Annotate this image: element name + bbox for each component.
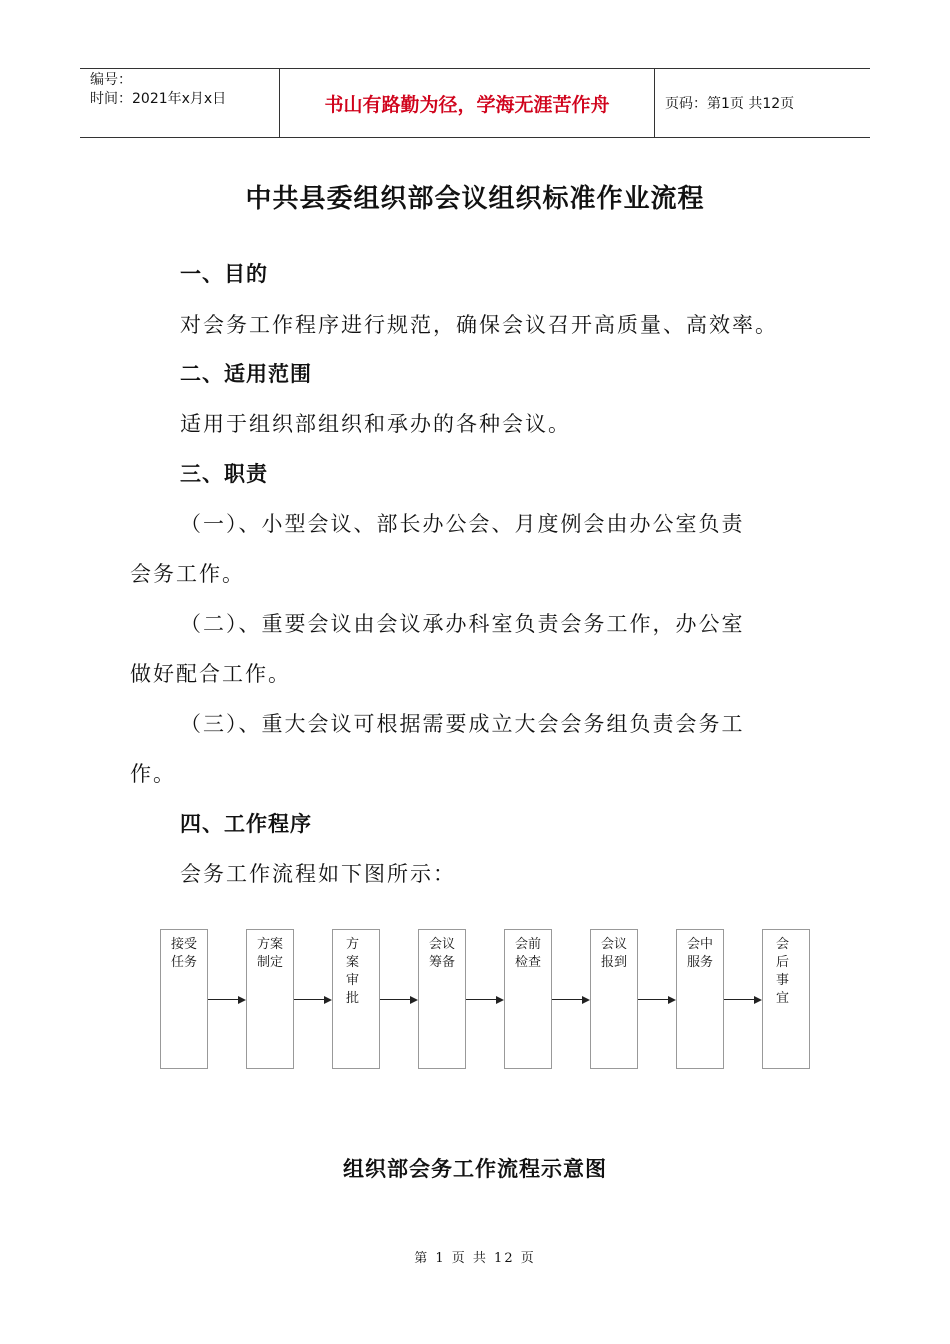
flow-step-1-line-2: 任务 (171, 955, 198, 970)
flow-step-8 (762, 929, 810, 1069)
flow-step-6 (590, 929, 638, 1069)
flow-step-6-line-2: 报到 (601, 955, 628, 970)
flow-step-2-line-1: 方案 (257, 937, 284, 952)
section-4-heading: 四、工作程序 (180, 812, 312, 836)
document-header (80, 68, 870, 138)
section-3-item-1-line-1: （一）、小型会议、部长办公会、月度例会由办公室负责 (180, 512, 745, 536)
flow-arrow-6 (638, 996, 676, 1004)
time-label: 时间：2021年x月x日 (90, 91, 227, 107)
flow-step-8-line-4: 宜 (776, 991, 790, 1006)
flow-step-6-line-1: 会议 (601, 937, 628, 952)
flow-step-2-line-2: 制定 (257, 955, 284, 970)
header-meta (80, 69, 280, 137)
flow-step-8-line-3: 事 (776, 973, 790, 988)
diagram-caption: 组织部会务工作流程示意图 (343, 1156, 607, 1181)
section-4-text: 会务工作流程如下图所示： (180, 862, 456, 886)
page-footer: 第 1 页 共 12 页 (414, 1251, 536, 1266)
section-3-heading: 三、职责 (180, 462, 268, 486)
section-1-heading: 一、目的 (180, 262, 268, 286)
flow-step-3-line-1: 方 (346, 937, 360, 952)
section-2-heading: 二、适用范围 (180, 362, 312, 386)
flow-step-3-line-3: 审 (346, 973, 360, 988)
flow-step-7-line-2: 服务 (687, 955, 714, 970)
header-slogan: 书山有路勤为径，学海无涯苦作舟 (280, 69, 655, 137)
flow-step-7-line-1: 会中 (687, 937, 714, 952)
flow-step-3-line-4: 批 (346, 991, 360, 1006)
flow-step-4-line-1: 会议 (429, 937, 456, 952)
flow-step-4-line-2: 筹备 (429, 955, 456, 970)
section-3-item-1-line-2: 会务工作。 (130, 562, 245, 586)
flow-step-5 (504, 929, 552, 1069)
flow-arrow-5 (552, 996, 590, 1004)
flow-step-5-line-1: 会前 (515, 937, 542, 952)
flow-arrow-3 (380, 996, 418, 1004)
flow-arrow-4 (466, 996, 504, 1004)
section-1-text: 对会务工作程序进行规范，确保会议召开高质量、高效率。 (180, 313, 778, 337)
flow-step-1-line-1: 接受 (171, 937, 198, 952)
header-page-info: 页码：第1页 共12页 (665, 96, 795, 112)
flow-arrow-2 (294, 996, 332, 1004)
flow-arrow-1 (208, 996, 246, 1004)
flow-step-3-line-2: 案 (346, 955, 360, 970)
section-3-item-3-line-2: 作。 (130, 762, 176, 786)
flow-step-1 (160, 929, 208, 1069)
flow-step-8-line-2: 后 (776, 955, 790, 970)
flow-step-4 (418, 929, 466, 1069)
section-3-item-3-line-1: （三）、重大会议可根据需要成立大会会务组负责会务工 (180, 712, 745, 736)
flow-step-8-line-1: 会 (776, 937, 790, 952)
section-3-item-2-line-2: 做好配合工作。 (130, 662, 291, 686)
flow-step-7 (676, 929, 724, 1069)
number-label: 编号： (90, 72, 132, 88)
flow-step-2 (246, 929, 294, 1069)
section-2-text: 适用于组织部组织和承办的各种会议。 (180, 412, 571, 436)
document-title: 中共县委组织部会议组织标准作业流程 (245, 184, 705, 214)
section-3-item-2-line-1: （二）、重要会议由会议承办科室负责会务工作，办公室 (180, 612, 745, 636)
flow-arrow-7 (724, 996, 762, 1004)
flow-step-3 (332, 929, 380, 1069)
flow-step-5-line-2: 检查 (515, 955, 542, 970)
